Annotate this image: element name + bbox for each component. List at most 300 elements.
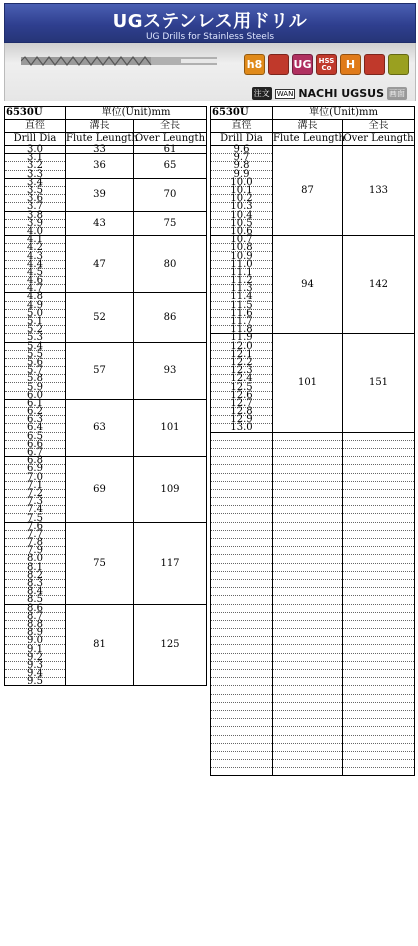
drill-dia-cell: 7.6 xyxy=(5,522,66,530)
unit-label: 單位(Unit)mm xyxy=(273,107,415,120)
empty-row xyxy=(211,457,415,465)
empty-cell xyxy=(211,547,273,555)
empty-cell xyxy=(273,727,343,735)
empty-cell xyxy=(211,629,273,637)
empty-row xyxy=(211,751,415,759)
drill-dia-cell: 3.8 xyxy=(5,211,66,219)
empty-row xyxy=(211,727,415,735)
flute-length-cell: 87 xyxy=(273,146,343,236)
empty-row xyxy=(211,514,415,522)
page-title: UGステンレス用ドリル xyxy=(112,11,308,32)
header-flute-en: Flute Leungth xyxy=(273,133,345,144)
empty-cell xyxy=(211,432,273,440)
empty-cell xyxy=(343,596,415,604)
empty-cell xyxy=(211,735,273,743)
drill-dia-cell: 10.0 xyxy=(211,178,273,186)
drill-dia-cell: 12.0 xyxy=(211,342,273,350)
empty-cell xyxy=(273,498,343,506)
header-dia-en: Drill Dia xyxy=(211,133,273,146)
drill-dia-cell: 5.0 xyxy=(5,309,66,317)
drill-dia-cell: 7.0 xyxy=(5,473,66,481)
empty-cell xyxy=(343,743,415,751)
flute-length-cell: 63 xyxy=(66,399,134,456)
empty-row xyxy=(211,653,415,661)
overall-length-cell: 101 xyxy=(134,399,207,456)
empty-cell xyxy=(211,481,273,489)
empty-cell xyxy=(273,539,343,547)
empty-cell xyxy=(343,489,415,497)
h8-icon: h8 xyxy=(244,54,265,75)
empty-cell xyxy=(343,539,415,547)
empty-cell xyxy=(211,522,273,530)
drill-dia-cell: 3.5 xyxy=(5,186,66,194)
empty-cell xyxy=(343,465,415,473)
empty-cell xyxy=(343,514,415,522)
empty-cell xyxy=(273,661,343,669)
empty-cell xyxy=(273,457,343,465)
empty-cell xyxy=(343,678,415,686)
drill-dia-cell: 5.2 xyxy=(5,326,66,334)
overall-length-cell: 61 xyxy=(134,146,207,154)
order-tag: 注文 xyxy=(253,89,270,98)
empty-cell xyxy=(273,473,343,481)
drill-dia-cell: 5.7 xyxy=(5,367,66,375)
empty-cell xyxy=(343,604,415,612)
drill-dia-cell: 9.4 xyxy=(5,670,66,678)
drill-dia-cell: 5.4 xyxy=(5,342,66,350)
empty-cell xyxy=(211,751,273,759)
drill-dia-cell: 7.4 xyxy=(5,506,66,514)
drill-dia-cell: 11.6 xyxy=(211,309,273,317)
drill-dia-cell: 9.9 xyxy=(211,170,273,178)
empty-cell xyxy=(343,579,415,587)
empty-row xyxy=(211,539,415,547)
empty-cell xyxy=(211,498,273,506)
drill-dia-cell: 7.9 xyxy=(5,547,66,555)
empty-row xyxy=(211,571,415,579)
empty-cell xyxy=(211,653,273,661)
drill-dia-cell: 4.1 xyxy=(5,236,66,244)
empty-cell xyxy=(273,530,343,538)
empty-cell xyxy=(211,702,273,710)
empty-row xyxy=(211,448,415,456)
empty-row xyxy=(211,768,415,776)
empty-cell xyxy=(211,694,273,702)
drill-dia-cell: 4.4 xyxy=(5,260,66,268)
empty-cell xyxy=(211,637,273,645)
empty-cell xyxy=(273,596,343,604)
drill-dia-cell: 8.2 xyxy=(5,571,66,579)
empty-cell xyxy=(273,751,343,759)
drill-dia-cell: 4.6 xyxy=(5,277,66,285)
drill-dia-cell: 11.0 xyxy=(211,260,273,268)
page-subtitle: UG Drills for Stainless Steels xyxy=(145,32,275,42)
empty-row xyxy=(211,670,415,678)
product-code: 6530U xyxy=(5,107,66,120)
drill-dia-cell: 3.3 xyxy=(5,170,66,178)
drill-dia-cell: 4.2 xyxy=(5,244,66,252)
drill-dia-cell: 11.9 xyxy=(211,334,273,342)
empty-row xyxy=(211,612,415,620)
drill-dia-cell: 12.2 xyxy=(211,358,273,366)
empty-cell xyxy=(343,710,415,718)
empty-cell xyxy=(343,506,415,514)
flute-length-cell: 94 xyxy=(273,236,343,334)
empty-cell xyxy=(211,530,273,538)
empty-cell xyxy=(273,612,343,620)
empty-row xyxy=(211,629,415,637)
empty-cell xyxy=(273,579,343,587)
drill-dia-cell: 8.1 xyxy=(5,563,66,571)
empty-cell xyxy=(343,768,415,776)
empty-cell xyxy=(273,743,343,751)
drill-dia-cell: 5.6 xyxy=(5,358,66,366)
flute-length-cell: 47 xyxy=(66,236,134,293)
drill-dia-cell: 6.7 xyxy=(5,448,66,456)
empty-cell xyxy=(343,702,415,710)
empty-cell xyxy=(211,539,273,547)
empty-row xyxy=(211,563,415,571)
empty-row xyxy=(211,710,415,718)
empty-cell xyxy=(211,514,273,522)
drill-dia-cell: 6.1 xyxy=(5,399,66,407)
drill-dia-cell: 10.6 xyxy=(211,227,273,235)
overall-length-cell: 125 xyxy=(134,604,207,686)
empty-cell xyxy=(343,727,415,735)
empty-row xyxy=(211,645,415,653)
empty-cell xyxy=(211,440,273,448)
empty-cell xyxy=(273,489,343,497)
drill-dia-cell: 7.3 xyxy=(5,498,66,506)
empty-cell xyxy=(343,571,415,579)
empty-cell xyxy=(273,620,343,628)
empty-row xyxy=(211,481,415,489)
flute-length-cell: 75 xyxy=(66,522,134,604)
drill-dia-cell: 3.6 xyxy=(5,195,66,203)
header-overall-jp: 全長 xyxy=(134,120,207,133)
drill-dia-cell: 6.6 xyxy=(5,440,66,448)
drill-dia-cell: 8.8 xyxy=(5,620,66,628)
drill-dia-cell: 5.9 xyxy=(5,383,66,391)
empty-row xyxy=(211,760,415,768)
empty-cell xyxy=(273,710,343,718)
flute-length-cell: 39 xyxy=(66,178,134,211)
empty-cell xyxy=(211,686,273,694)
drill-dia-cell: 10.2 xyxy=(211,195,273,203)
overall-length-cell: 70 xyxy=(134,178,207,211)
empty-row xyxy=(211,661,415,669)
h-material-icon: H xyxy=(340,54,361,75)
empty-cell xyxy=(343,547,415,555)
drill-dia-cell: 11.8 xyxy=(211,326,273,334)
empty-row xyxy=(211,547,415,555)
empty-cell xyxy=(343,645,415,653)
header-flute-jp: 溝長 xyxy=(66,120,134,133)
empty-cell xyxy=(273,735,343,743)
empty-cell xyxy=(343,751,415,759)
empty-cell xyxy=(273,506,343,514)
flute-length-cell: 69 xyxy=(66,457,134,523)
drill-dia-cell: 3.2 xyxy=(5,162,66,170)
empty-cell xyxy=(211,710,273,718)
empty-cell xyxy=(273,563,343,571)
empty-cell xyxy=(211,489,273,497)
empty-cell xyxy=(343,686,415,694)
drill-dia-cell: 12.7 xyxy=(211,399,273,407)
empty-cell xyxy=(273,440,343,448)
empty-cell xyxy=(273,432,343,440)
empty-cell xyxy=(211,448,273,456)
drill-dia-cell: 6.5 xyxy=(5,432,66,440)
drill-dia-cell: 11.7 xyxy=(211,317,273,325)
empty-cell xyxy=(343,522,415,530)
empty-row xyxy=(211,530,415,538)
drill-dia-cell: 4.0 xyxy=(5,227,66,235)
drill-dia-cell: 5.1 xyxy=(5,317,66,325)
drill-dia-cell: 5.5 xyxy=(5,350,66,358)
drill-dia-cell: 12.9 xyxy=(211,416,273,424)
drill-dia-cell: 5.8 xyxy=(5,375,66,383)
empty-cell xyxy=(273,465,343,473)
empty-row xyxy=(211,440,415,448)
empty-row xyxy=(211,432,415,440)
empty-row xyxy=(211,596,415,604)
drill-dia-cell: 4.3 xyxy=(5,252,66,260)
drill-dia-cell: 8.9 xyxy=(5,629,66,637)
empty-cell xyxy=(343,588,415,596)
empty-cell xyxy=(343,735,415,743)
drill-image xyxy=(21,55,217,67)
empty-cell xyxy=(211,465,273,473)
drill-dia-cell: 7.1 xyxy=(5,481,66,489)
empty-cell xyxy=(343,629,415,637)
drill-dia-cell: 7.8 xyxy=(5,539,66,547)
drill-dia-cell: 13.0 xyxy=(211,424,273,432)
drill-dia-cell: 8.5 xyxy=(5,596,66,604)
drill-dia-cell: 9.5 xyxy=(5,678,66,686)
empty-row xyxy=(211,743,415,751)
empty-row xyxy=(211,489,415,497)
drill-dia-cell: 4.8 xyxy=(5,293,66,301)
empty-cell xyxy=(343,563,415,571)
drill-dia-cell: 8.0 xyxy=(5,555,66,563)
drill-dia-cell: 10.5 xyxy=(211,219,273,227)
flute-length-cell: 81 xyxy=(66,604,134,686)
empty-cell xyxy=(211,604,273,612)
empty-cell xyxy=(211,661,273,669)
product-banner xyxy=(4,43,416,101)
header-flute-jp: 溝長 xyxy=(273,120,343,133)
drill-dia-cell: 8.7 xyxy=(5,612,66,620)
empty-row xyxy=(211,702,415,710)
drill-dia-cell: 8.4 xyxy=(5,588,66,596)
drill-dia-cell: 3.1 xyxy=(5,154,66,162)
empty-row xyxy=(211,522,415,530)
empty-cell xyxy=(343,448,415,456)
drill-dia-cell: 9.3 xyxy=(5,661,66,669)
drill-dia-cell: 4.5 xyxy=(5,268,66,276)
drill-dia-cell: 9.7 xyxy=(211,154,273,162)
overall-length-cell: 109 xyxy=(134,457,207,523)
drill-dia-cell: 9.1 xyxy=(5,645,66,653)
cutting-icon xyxy=(268,54,289,75)
empty-cell xyxy=(343,481,415,489)
overall-length-cell: 142 xyxy=(343,236,415,334)
drill-dia-cell: 10.3 xyxy=(211,203,273,211)
empty-cell xyxy=(273,670,343,678)
header-overall-en: Over Leungth xyxy=(134,133,206,144)
empty-row xyxy=(211,473,415,481)
header-dia-jp: 直徑 xyxy=(211,120,273,133)
drill-dia-cell: 5.3 xyxy=(5,334,66,342)
overall-length-cell: 80 xyxy=(134,236,207,293)
empty-row xyxy=(211,694,415,702)
empty-row xyxy=(211,555,415,563)
drill-dia-cell: 10.9 xyxy=(211,252,273,260)
empty-cell xyxy=(343,760,415,768)
flute-length-cell: 43 xyxy=(66,211,134,236)
flute-length-cell: 36 xyxy=(66,154,134,179)
empty-cell xyxy=(273,678,343,686)
drill-dia-cell: 4.9 xyxy=(5,301,66,309)
empty-cell xyxy=(343,637,415,645)
empty-row xyxy=(211,719,415,727)
empty-cell xyxy=(211,457,273,465)
drill-dia-cell: 11.5 xyxy=(211,301,273,309)
brand-row xyxy=(252,87,407,100)
drill-dia-cell: 6.2 xyxy=(5,408,66,416)
overall-length-cell: 93 xyxy=(134,342,207,399)
page-header xyxy=(4,3,416,43)
drill-dia-cell: 6.0 xyxy=(5,391,66,399)
empty-cell xyxy=(273,768,343,776)
ug-coating-icon: UG xyxy=(292,54,313,75)
empty-cell xyxy=(343,620,415,628)
screen-tag: 画面 xyxy=(389,89,405,98)
empty-cell xyxy=(343,653,415,661)
drill-dia-cell: 12.3 xyxy=(211,367,273,375)
empty-cell xyxy=(273,481,343,489)
empty-cell xyxy=(273,514,343,522)
empty-cell xyxy=(273,588,343,596)
overall-length-cell: 117 xyxy=(134,522,207,604)
drill-dia-cell: 11.2 xyxy=(211,277,273,285)
drill-dia-cell: 12.1 xyxy=(211,350,273,358)
drill-dia-cell: 9.2 xyxy=(5,653,66,661)
drill-dia-cell: 10.4 xyxy=(211,211,273,219)
drill-dia-cell: 7.5 xyxy=(5,514,66,522)
drill-dia-cell: 6.3 xyxy=(5,416,66,424)
empty-cell xyxy=(343,432,415,440)
drill-dia-cell: 10.1 xyxy=(211,186,273,194)
empty-cell xyxy=(211,596,273,604)
empty-cell xyxy=(211,678,273,686)
empty-cell xyxy=(273,522,343,530)
drill-dia-cell: 7.7 xyxy=(5,530,66,538)
empty-cell xyxy=(343,555,415,563)
empty-cell xyxy=(211,620,273,628)
header-dia-en: Drill Dia xyxy=(5,133,66,146)
empty-cell xyxy=(343,694,415,702)
empty-cell xyxy=(273,694,343,702)
empty-cell xyxy=(211,506,273,514)
drill-dia-cell: 11.1 xyxy=(211,268,273,276)
drill-dia-cell: 10.7 xyxy=(211,236,273,244)
empty-cell xyxy=(211,727,273,735)
drill-dia-cell: 6.8 xyxy=(5,457,66,465)
empty-row xyxy=(211,506,415,514)
drill-dia-cell: 3.9 xyxy=(5,219,66,227)
left-size-table xyxy=(4,106,207,686)
drill-dia-cell: 3.7 xyxy=(5,203,66,211)
drill-dia-cell: 10.8 xyxy=(211,244,273,252)
drill-dia-cell: 12.5 xyxy=(211,383,273,391)
empty-cell xyxy=(273,637,343,645)
empty-row xyxy=(211,686,415,694)
empty-row xyxy=(211,620,415,628)
header-overall-en: Over Leungth xyxy=(343,133,414,144)
empty-row xyxy=(211,604,415,612)
empty-cell xyxy=(273,547,343,555)
empty-row xyxy=(211,637,415,645)
flute-length-cell: 57 xyxy=(66,342,134,399)
empty-cell xyxy=(343,661,415,669)
empty-cell xyxy=(273,448,343,456)
drill-dia-cell: 12.6 xyxy=(211,391,273,399)
drill-dia-cell: 4.7 xyxy=(5,285,66,293)
empty-cell xyxy=(273,555,343,563)
drill-dia-cell: 3.4 xyxy=(5,178,66,186)
unit-label: 單位(Unit)mm xyxy=(66,107,207,120)
empty-cell xyxy=(273,604,343,612)
empty-cell xyxy=(343,498,415,506)
drill-dia-cell: 9.6 xyxy=(211,146,273,154)
header-flute-en: Flute Leungth xyxy=(66,133,138,144)
empty-row xyxy=(211,498,415,506)
w-box: WAN xyxy=(276,89,294,98)
empty-row xyxy=(211,678,415,686)
header-dia-jp: 直徑 xyxy=(5,120,66,133)
empty-row xyxy=(211,579,415,587)
overall-length-cell: 133 xyxy=(343,146,415,236)
empty-cell xyxy=(343,440,415,448)
empty-cell xyxy=(211,555,273,563)
empty-cell xyxy=(211,645,273,653)
feature-icons xyxy=(244,54,409,75)
empty-cell xyxy=(211,760,273,768)
drill-dia-cell: 6.4 xyxy=(5,424,66,432)
empty-cell xyxy=(343,530,415,538)
drill-dia-cell: 9.8 xyxy=(211,162,273,170)
empty-cell xyxy=(343,612,415,620)
empty-cell xyxy=(343,719,415,727)
empty-cell xyxy=(273,629,343,637)
hss-co-icon: HSS Co xyxy=(316,54,337,75)
empty-cell xyxy=(211,579,273,587)
product-code: 6530U xyxy=(211,107,273,120)
drill-dia-cell: 11.4 xyxy=(211,293,273,301)
empty-cell xyxy=(211,768,273,776)
overall-length-cell: 75 xyxy=(134,211,207,236)
overall-length-cell: 65 xyxy=(134,154,207,179)
empty-cell xyxy=(273,686,343,694)
header-overall-jp: 全長 xyxy=(343,120,415,133)
empty-cell xyxy=(343,457,415,465)
empty-cell xyxy=(343,670,415,678)
stainless-icon xyxy=(364,54,385,75)
empty-row xyxy=(211,588,415,596)
empty-cell xyxy=(273,645,343,653)
